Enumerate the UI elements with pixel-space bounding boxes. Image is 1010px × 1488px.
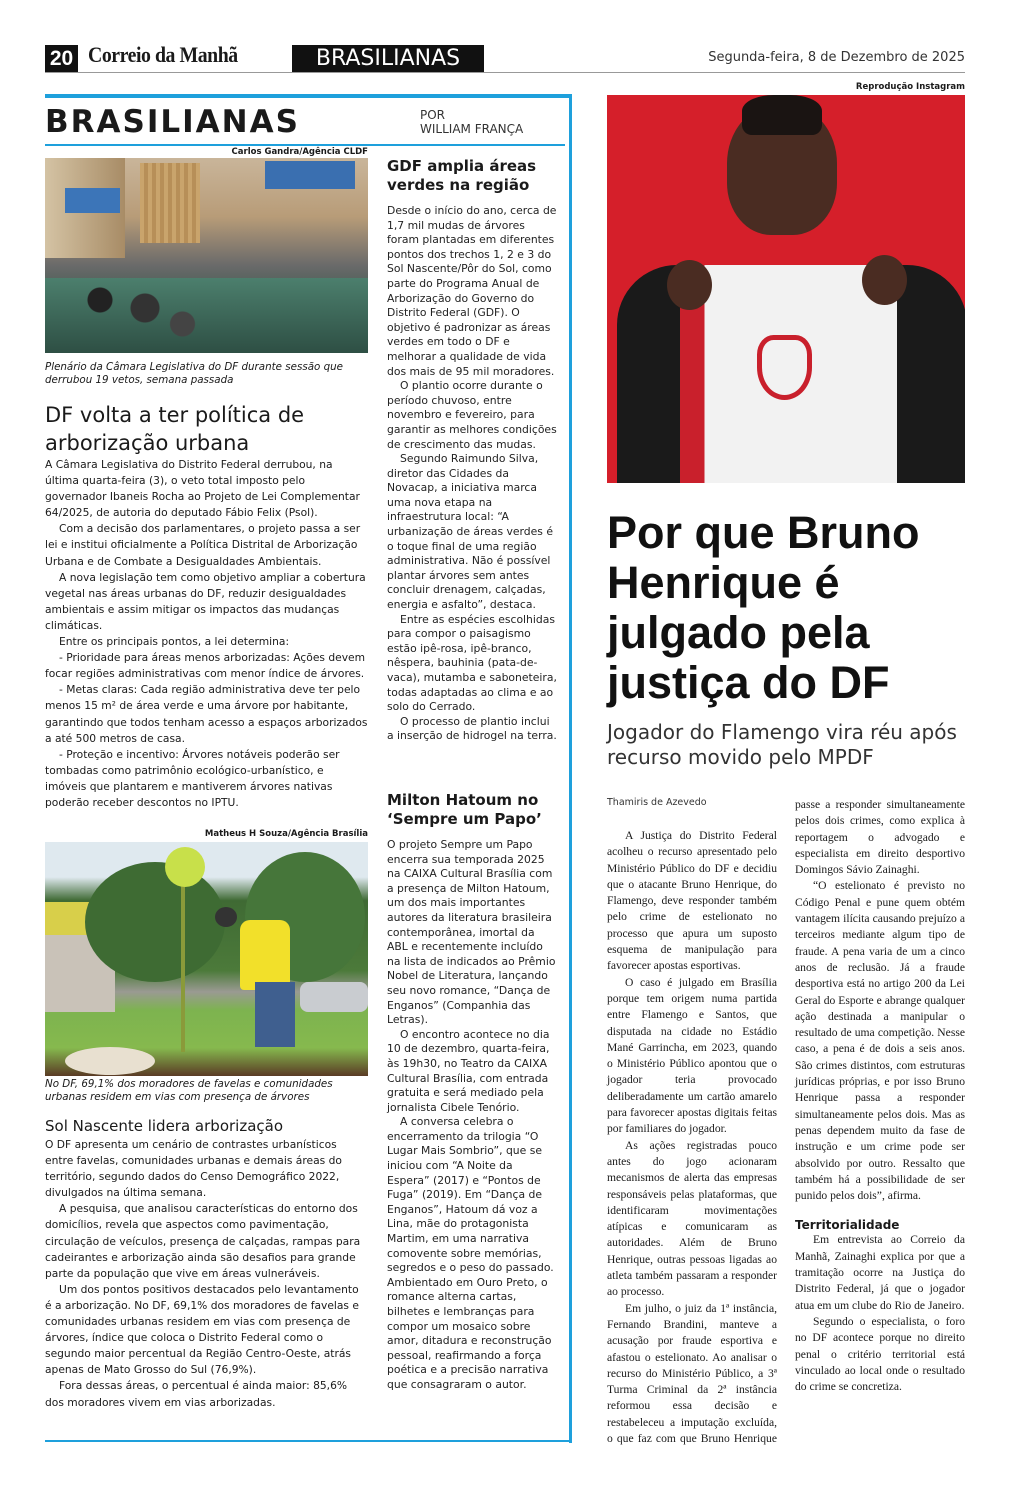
paragraph: - Metas claras: Cada região administrativa deve ter pelo menos 15 m² de área verde e uma árvore por habitante, garantindo que todos tenham acesso a espaços arborizados a até 500 metros de casa. (45, 683, 368, 745)
photo-screen (265, 161, 355, 189)
paragraph: Um dos pontos positivos destacados pelo levantamento é a arborização. No DF, 69,1% dos moradores de favelas e comunidades urbanas residem em vias com presença de árvores, índice que coloca o Distrito Federal como o segundo maior percentual da Região Centro-Oeste, atrás apenas de Mato Grosso do Sul (76,9%). (45, 1282, 359, 1377)
photo-worker-shirt (240, 920, 290, 990)
article-body (45, 457, 368, 811)
paragraph: Entre as espécies escolhidas para compor o paisagismo estão ipê-rosa, ipê-branco, nêspera, bauhinia (pata-de-vaca), mutamba e saboneteira, todas adaptadas ao clima e ao solo do Cerrado. (387, 612, 557, 714)
paragraph: Em entrevista ao Correio da Manhã, Zainaghi explica por que a tramitação ocorre na Justiça do Distrito Federal, já que o jogador atua em um clube do Rio de Janeiro. (795, 1233, 965, 1312)
column-frame-top (45, 94, 572, 98)
plenary-photo (45, 158, 368, 353)
photo-worker-head (215, 907, 237, 927)
article-headline: GDF amplia áreas verdes na região (387, 157, 537, 194)
article-body (45, 1137, 368, 1411)
photo-caption: No DF, 69,1% dos moradores de favelas e comunidades urbanas residem em vias com presença de árvores (45, 1078, 333, 1103)
column-title: BRASILIANAS (45, 104, 300, 140)
byline-name: WILLIAM FRANÇA (420, 122, 524, 136)
paragraph: O caso é julgado em Brasília porque tem origem numa partida entre Flamengo e Santos, que disputada na cidade no Estádio Mané Garrincha, em 2023, quando o Ministério Público apontou que o jogador teria provocado deliberadamente um cartão amarelo para favorecer apostas digitais feitas por familiares do jogador. (607, 975, 777, 1136)
paragraph: - Prioridade para áreas menos arborizadas: Ações devem focar regiões administrativas com menor índice de árvores. (45, 651, 366, 681)
paragraph: A Justiça do Distrito Federal acolheu o recurso apresentado pelo Ministério Público do DF e decidiu que o atacante Bruno Henrique, do Flamengo, deve responder também pelo crime de estelionato no processo que apura um suposto esquema de manipulação para favorecer apostas esportivas. (607, 829, 777, 973)
photo-sapling (181, 862, 185, 1052)
photo-worker-jeans (255, 982, 295, 1047)
page-number: 20 (45, 45, 78, 72)
tree-planting-photo (45, 842, 368, 1076)
photo-credit: Carlos Gandra/Agência CLDF (231, 147, 368, 157)
paragraph: - Proteção e incentivo: Árvores notáveis poderão ser tombadas como patrimônio ecológico-urbanístico, e imóveis que plantarem e mantiverem árvores nativas poderão receber descontos no IPTU. (45, 747, 340, 809)
photo-credit: Reprodução Instagram (855, 82, 965, 92)
photo-player-hair (742, 95, 822, 135)
paragraph: Em julho, o juiz da 1ª instância, Fernando Brandini, manteve a acusação por fraude esportiva e afastou o estelionato. Ao analisar o recurso do Ministério Público, a 3ª Turma Criminal da 2ª instância reformou essa decisão e restabeleceu a imputação excluída, o que faz com que Bruno Henrique passe a responder simultaneamente pelos dois crimes, como explica à reportagem o advogado e especialista em direito desportivo Domingos Sávio Zainaghi. (607, 798, 965, 1445)
author-byline: Thamiris de Azevedo (607, 797, 707, 808)
header-divider (45, 72, 965, 73)
paragraph: O plantio ocorre durante o período chuvoso, entre novembro e fevereiro, para garantir as melhores condições de crescimento das mudas. (387, 379, 557, 451)
paragraph: “O estelionato é previsto no Código Penal e pune quem obtém vantagem ilícita causando prejuízo a terceiros mediante algum tipo de fraude. A pena varia de um a cinco anos de reclusão. Já a fraude desportiva está no artigo 200 da Lei Geral do Esporte e abrange qualquer ação destinada a manipular o resultado de uma competição. Nesse caso, a pena é de dois a seis anos. São crimes distintos, com estruturas jurídicas próprias, e por isso Bruno Henrique passa a responder simultaneamente pelos dois. Mas as penas dependem muito da fase de instrução e um crime pode ser absolvido por outro. Ressalto que também há a possibilidade de ser punido pelos dois”, afirma. (795, 879, 965, 1203)
photo-screen (65, 188, 120, 213)
column-byline (420, 108, 523, 136)
paragraph: O DF apresenta um cenário de contrastes urbanísticos entre favelas, comunidades urbanas e demais áreas do território, segundo dados do Censo Demográfico 2022, divulgados na última semana. (45, 1138, 342, 1200)
newspaper-masthead: Correio da Manhã (88, 42, 238, 67)
paragraph: Entre os principais pontos, a lei determina: (59, 635, 290, 649)
main-headline: Por que Bruno Henrique é julgado pela justiça do DF (607, 507, 920, 708)
main-subtitle: Jogador do Flamengo vira réu após recurso movido pelo MPDF (607, 720, 957, 769)
paragraph: Segundo Raimundo Silva, diretor das Cidades da Novacap, a iniciativa marca uma nova etapa na infraestrutura local: “A urbanização de áreas verdes é o toque final de uma região administrativa. Não é possível plantar árvores sem antes concluir drenagem, calçadas, energia e asfalto”, destaca. (387, 452, 554, 612)
article-body (387, 204, 557, 744)
player-photo (607, 95, 965, 483)
article-subhead: Territorialidade (795, 1218, 900, 1233)
article-headline: DF volta a ter política de arborização urbana (45, 403, 305, 455)
photo-credit: Matheus H Souza/Agência Brasília (204, 829, 368, 839)
photo-tree (85, 862, 225, 982)
photo-player-hand (667, 260, 712, 310)
paragraph: A pesquisa, que analisou características do entorno dos domicílios, revela que aspectos como pavimentação, circulação de veículos, presença de calçadas, rampas para cadeirantes e arborização ainda são desafios para grande parte da população que vive em áreas vulneráveis. (45, 1202, 361, 1280)
photo-rock (65, 1047, 155, 1075)
photo-sapling-leaves (165, 847, 205, 887)
paragraph: O processo de plantio inclui a inserção de hidrogel na terra. (387, 714, 557, 743)
issue-date: Segunda-feira, 8 de Dezembro de 2025 (708, 50, 965, 65)
article-headline: Sol Nascente lidera arborização (45, 1117, 284, 1135)
paragraph: Desde o início do ano, cerca de 1,7 mil mudas de árvores foram plantadas em diferentes pontos dos trechos 1, 2 e 3 do Sol Nascente/Pôr do Sol, como parte do Programa Anual de Arborização do Governo do Distrito Federal (GDF). O objetivo é padronizar as áreas verdes em todo o DF e melhorar a qualidade de vida dos mais de 95 mil moradores. (387, 204, 557, 378)
paragraph: A conversa celebra o encerramento da trilogia “O Lugar Mais Sombrio”, que se iniciou com “A Noite da Espera” (2017) e “Pontos de Fuga” (2019). Em “Dança de Enganos”, Hatoum dá voz a Lina, mãe do protagonista Martim, em uma narrativa comovente sobre memórias, segredos e o peso do passado. Ambientado em Ouro Preto, o romance alterna cartas, bilhetes e lembranças para compor um mosaico sobre amor, ditadura e reconstrução pessoal, reafirmando a força poética e a precisão narrativa que consagraram o autor. (387, 1115, 554, 1391)
paragraph: Segundo o especialista, o foro no DF acontece porque no direito penal o critério territorial está vinculado ao local onde o resultado do crime se concretiza. (795, 1314, 965, 1394)
photo-people (55, 268, 205, 348)
section-label: BRASILIANAS (292, 45, 484, 72)
article-body (387, 838, 557, 1393)
paragraph: O encontro acontece no dia 10 de dezembro, quarta-feira, às 19h30, no Teatro da CAIXA Cultural Brasília, com entrada gratuita e será mediado pela jornalista Cibele Tenório. (387, 1027, 550, 1114)
photo-wood-panel (140, 163, 200, 243)
byline-prefix: POR (420, 108, 446, 122)
column-frame-bottom (45, 1440, 572, 1442)
paragraph: O projeto Sempre um Papo encerra sua temporada 2025 na CAIXA Cultural Brasília com a presença de Milton Hatoum, um dos mais importantes autores da literatura brasileira contemporânea, imortal da ABL e recentemente incluído na lista de indicados ao Prêmio Nobel de Literatura, lançando seu novo romance, “Dança de Enganos” (Companhia das Letras). (387, 838, 556, 1027)
column-frame-right (569, 94, 572, 1443)
paragraph: A nova legislação tem como objetivo ampliar a cobertura vegetal nas áreas urbanas do DF, reduzir desigualdades ambientais e assim mitigar os impactos das mudanças climáticas. (45, 570, 366, 632)
paragraph: Fora dessas áreas, o percentual é ainda maior: 85,6% dos moradores vivem em vias arborizadas. (45, 1379, 348, 1409)
article-headline: Milton Hatoum no ‘Sempre um Papo’ (387, 791, 542, 828)
paragraph: Com a decisão dos parlamentares, o projeto passa a ser lei e institui oficialmente a Política Distrital de Arborização Urbana e de Combate a Desigualdades Ambientais. (45, 522, 361, 568)
photo-club-crest (757, 335, 812, 400)
column-title-rule (45, 144, 565, 146)
paragraph: A Câmara Legislativa do Distrito Federal derrubou, na última quarta-feira (3), o veto total imposto pelo governador Ibaneis Rocha ao Projeto de Lei Complementar 64/2025, de autoria do deputado Fábio Felix (Psol). (45, 458, 360, 520)
photo-caption: Plenário da Câmara Legislativa do DF durante sessão que derrubou 19 vetos, semana passada (45, 361, 343, 386)
paragraph: As ações registradas pouco antes do jogo acionaram mecanismos de alerta das empresas responsáveis pelas plataformas, que identificaram movimentações atípicas e comunicaram as autoridades. Além de Bruno Henrique, outras pessoas ligadas ao atleta também passaram a responder ao processo. (607, 1138, 777, 1299)
photo-car (300, 982, 368, 1012)
main-article-body (607, 797, 965, 1449)
photo-player-hand (862, 255, 907, 305)
